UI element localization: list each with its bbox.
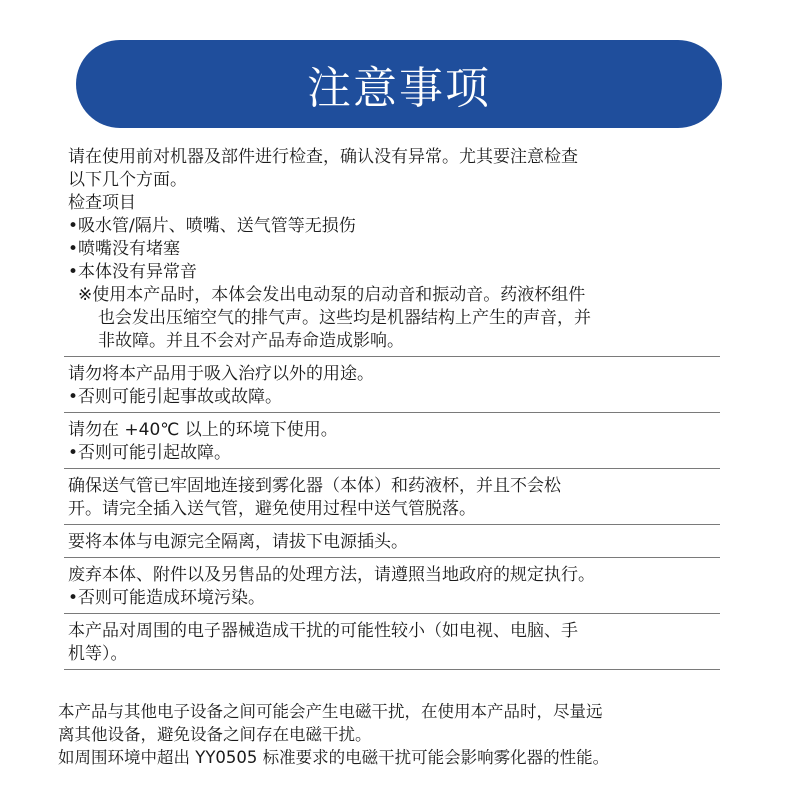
bullet-item: •否则可能造成环境污染。 [68, 588, 266, 608]
footer-text: 本产品与其他电子设备之间可能会产生电磁干扰，在使用本产品时，尽量远 [58, 702, 603, 721]
section-text: 确保送气管已牢固地连接到雾化器（本体）和药液杯，并且不会松 [68, 476, 561, 496]
note-text: ※使用本产品时，本体会发出电动泵的启动音和振动音。药液杯组件 [78, 285, 586, 305]
bullet-item: •本体没有异常音 [68, 262, 198, 282]
section-text: 废弃本体、附件以及另售品的处理方法，请遵照当地政府的规定执行。 [68, 565, 595, 585]
title-banner [76, 40, 722, 128]
section-text: 请在使用前对机器及部件进行检查，确认没有异常。尤其要注意检查 [68, 147, 578, 167]
section-text: 请勿将本产品用于吸入治疗以外的用途。 [68, 364, 374, 384]
bullet-item: •喷嘴没有堵塞 [68, 239, 181, 259]
section-temperature [64, 419, 720, 469]
section-disposal [64, 564, 720, 614]
section-usage-purpose [64, 363, 720, 413]
section-text: 机等）。 [68, 644, 128, 664]
bullet-item: •吸水管/隔片、喷嘴、送气管等无损伤 [68, 216, 356, 236]
bullet-item: •否则可能引起故障。 [68, 443, 232, 463]
page-title: 注意事项 [307, 63, 491, 114]
sub-heading: 检查项目 [68, 193, 136, 213]
emc-notice [58, 700, 758, 769]
section-text: 要将本体与电源完全隔离，请拔下电源插头。 [68, 532, 408, 552]
note-text: 非故障。并且不会对产品寿命造成影响。 [98, 331, 404, 351]
section-text: 以下几个方面。 [68, 170, 187, 190]
bullet-item: •否则可能引起事故或故障。 [68, 387, 283, 407]
section-power [64, 531, 720, 558]
section-text: 开。请完全插入送气管，避免使用过程中送气管脱落。 [68, 499, 476, 519]
section-text: 请勿在 +40℃ 以上的环境下使用。 [68, 420, 338, 440]
note-text: 也会发出压缩空气的排气声。这些均是机器结构上产生的声音，并 [98, 308, 591, 328]
precautions-list [64, 146, 720, 676]
section-air-tube [64, 475, 720, 525]
footer-text: 离其他设备，避免设备之间存在电磁干扰。 [58, 725, 372, 744]
section-interference [64, 620, 720, 670]
footer-text: 如周围环境中超出 YY0505 标准要求的电磁干扰可能会影响雾化器的性能。 [58, 748, 610, 767]
section-inspection [64, 146, 720, 357]
section-text: 本产品对周围的电子器械造成干扰的可能性较小（如电视、电脑、手 [68, 621, 578, 641]
